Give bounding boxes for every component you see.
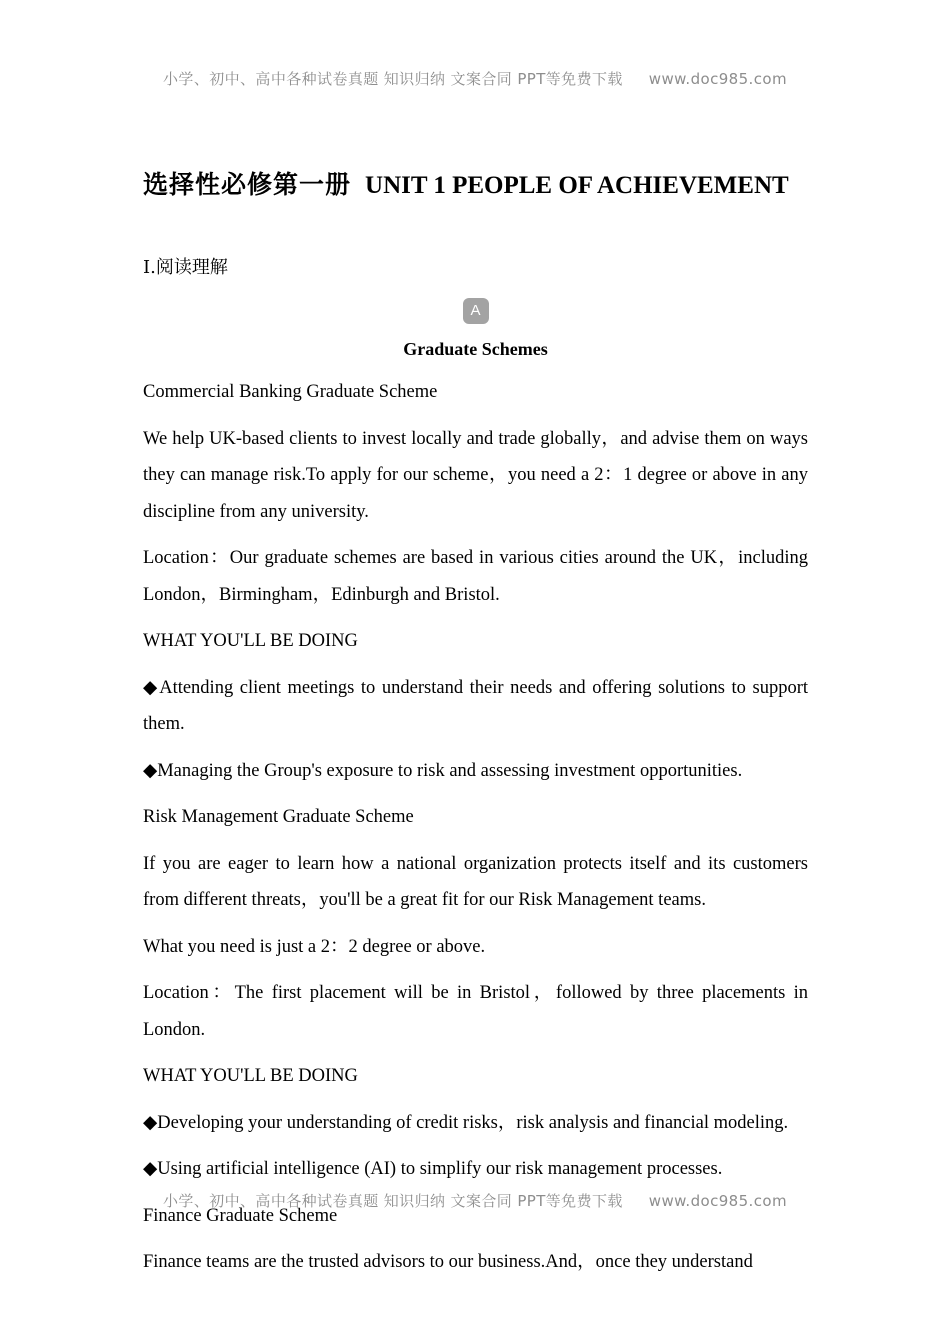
section-numeral: Ⅰ xyxy=(143,257,151,278)
passage-title: Graduate Schemes xyxy=(403,339,548,359)
paragraph-commercial-heading: Commercial Banking Graduate Scheme xyxy=(143,382,438,402)
document-content xyxy=(143,0,808,1281)
paragraph-finance-intro: Finance teams are the trusted advisors to our business.And，once they understand xyxy=(143,1252,753,1272)
watermark-header-text: 小学、初中、高中各种试卷真题 知识归纳 文案合同 PPT等免费下载 xyxy=(163,70,623,88)
paragraph-risk-requirement: What you need is just a 2：2 degree or above. xyxy=(143,936,486,957)
watermark-footer-text: 小学、初中、高中各种试卷真题 知识归纳 文案合同 PPT等免费下载 xyxy=(163,1192,623,1210)
section-heading-reading xyxy=(143,203,808,280)
paragraph-risk-bullet-2: ◆Using artificial intelligence (AI) to simplify our risk management processes. xyxy=(143,1159,723,1179)
watermark-footer xyxy=(0,1190,950,1211)
page-title-cn: 选择性必修第一册 xyxy=(143,170,352,199)
paragraph-commercial-intro: We help UK-based clients to invest locally and trade globally，and advise them on ways they can manage risk.To apply for our scheme，you need a 2：1 degree or above in any discipline from any university. xyxy=(143,428,808,522)
page-title-en: UNIT 1 PEOPLE OF ACHIEVEMENT xyxy=(365,172,789,199)
section-label: .阅读理解 xyxy=(150,257,228,278)
paragraph-risk-heading: Risk Management Graduate Scheme xyxy=(143,807,414,827)
watermark-footer-url: www.doc985.com xyxy=(648,1192,787,1210)
paragraph-commercial-location: Location：Our graduate schemes are based in various cities around the UK，including London，Birmingham，Edinburgh and Bristol. xyxy=(143,548,808,605)
paragraph-risk-location: Location：The first placement will be in Bristol，followed by three placements in London. xyxy=(143,983,808,1040)
passage-badge-row xyxy=(143,280,808,326)
paragraph-finance-heading: Finance Graduate Scheme xyxy=(143,1205,338,1226)
page-title xyxy=(143,0,808,203)
watermark-header-url: www.doc985.com xyxy=(648,70,787,88)
paragraph-risk-intro: If you are eager to learn how a national organization protects itself and its customers from different threats，you'll be a great fit for our Risk Management teams. xyxy=(143,853,808,910)
paragraph-commercial-bullet-2: ◆Managing the Group's exposure to risk and assessing investment opportunities. xyxy=(143,760,743,781)
paragraph-commercial-bullet-1: ◆Attending client meetings to understand their needs and offering solutions to support them. xyxy=(143,677,808,734)
paragraph-commercial-doing-heading: WHAT YOU'LL BE DOING xyxy=(143,631,358,651)
passage-badge-a: A xyxy=(463,298,489,324)
paragraph-risk-bullet-1: ◆Developing your understanding of credit risks，risk analysis and financial modeling. xyxy=(143,1112,789,1133)
paragraph-risk-doing-heading: WHAT YOU'LL BE DOING xyxy=(143,1066,358,1086)
